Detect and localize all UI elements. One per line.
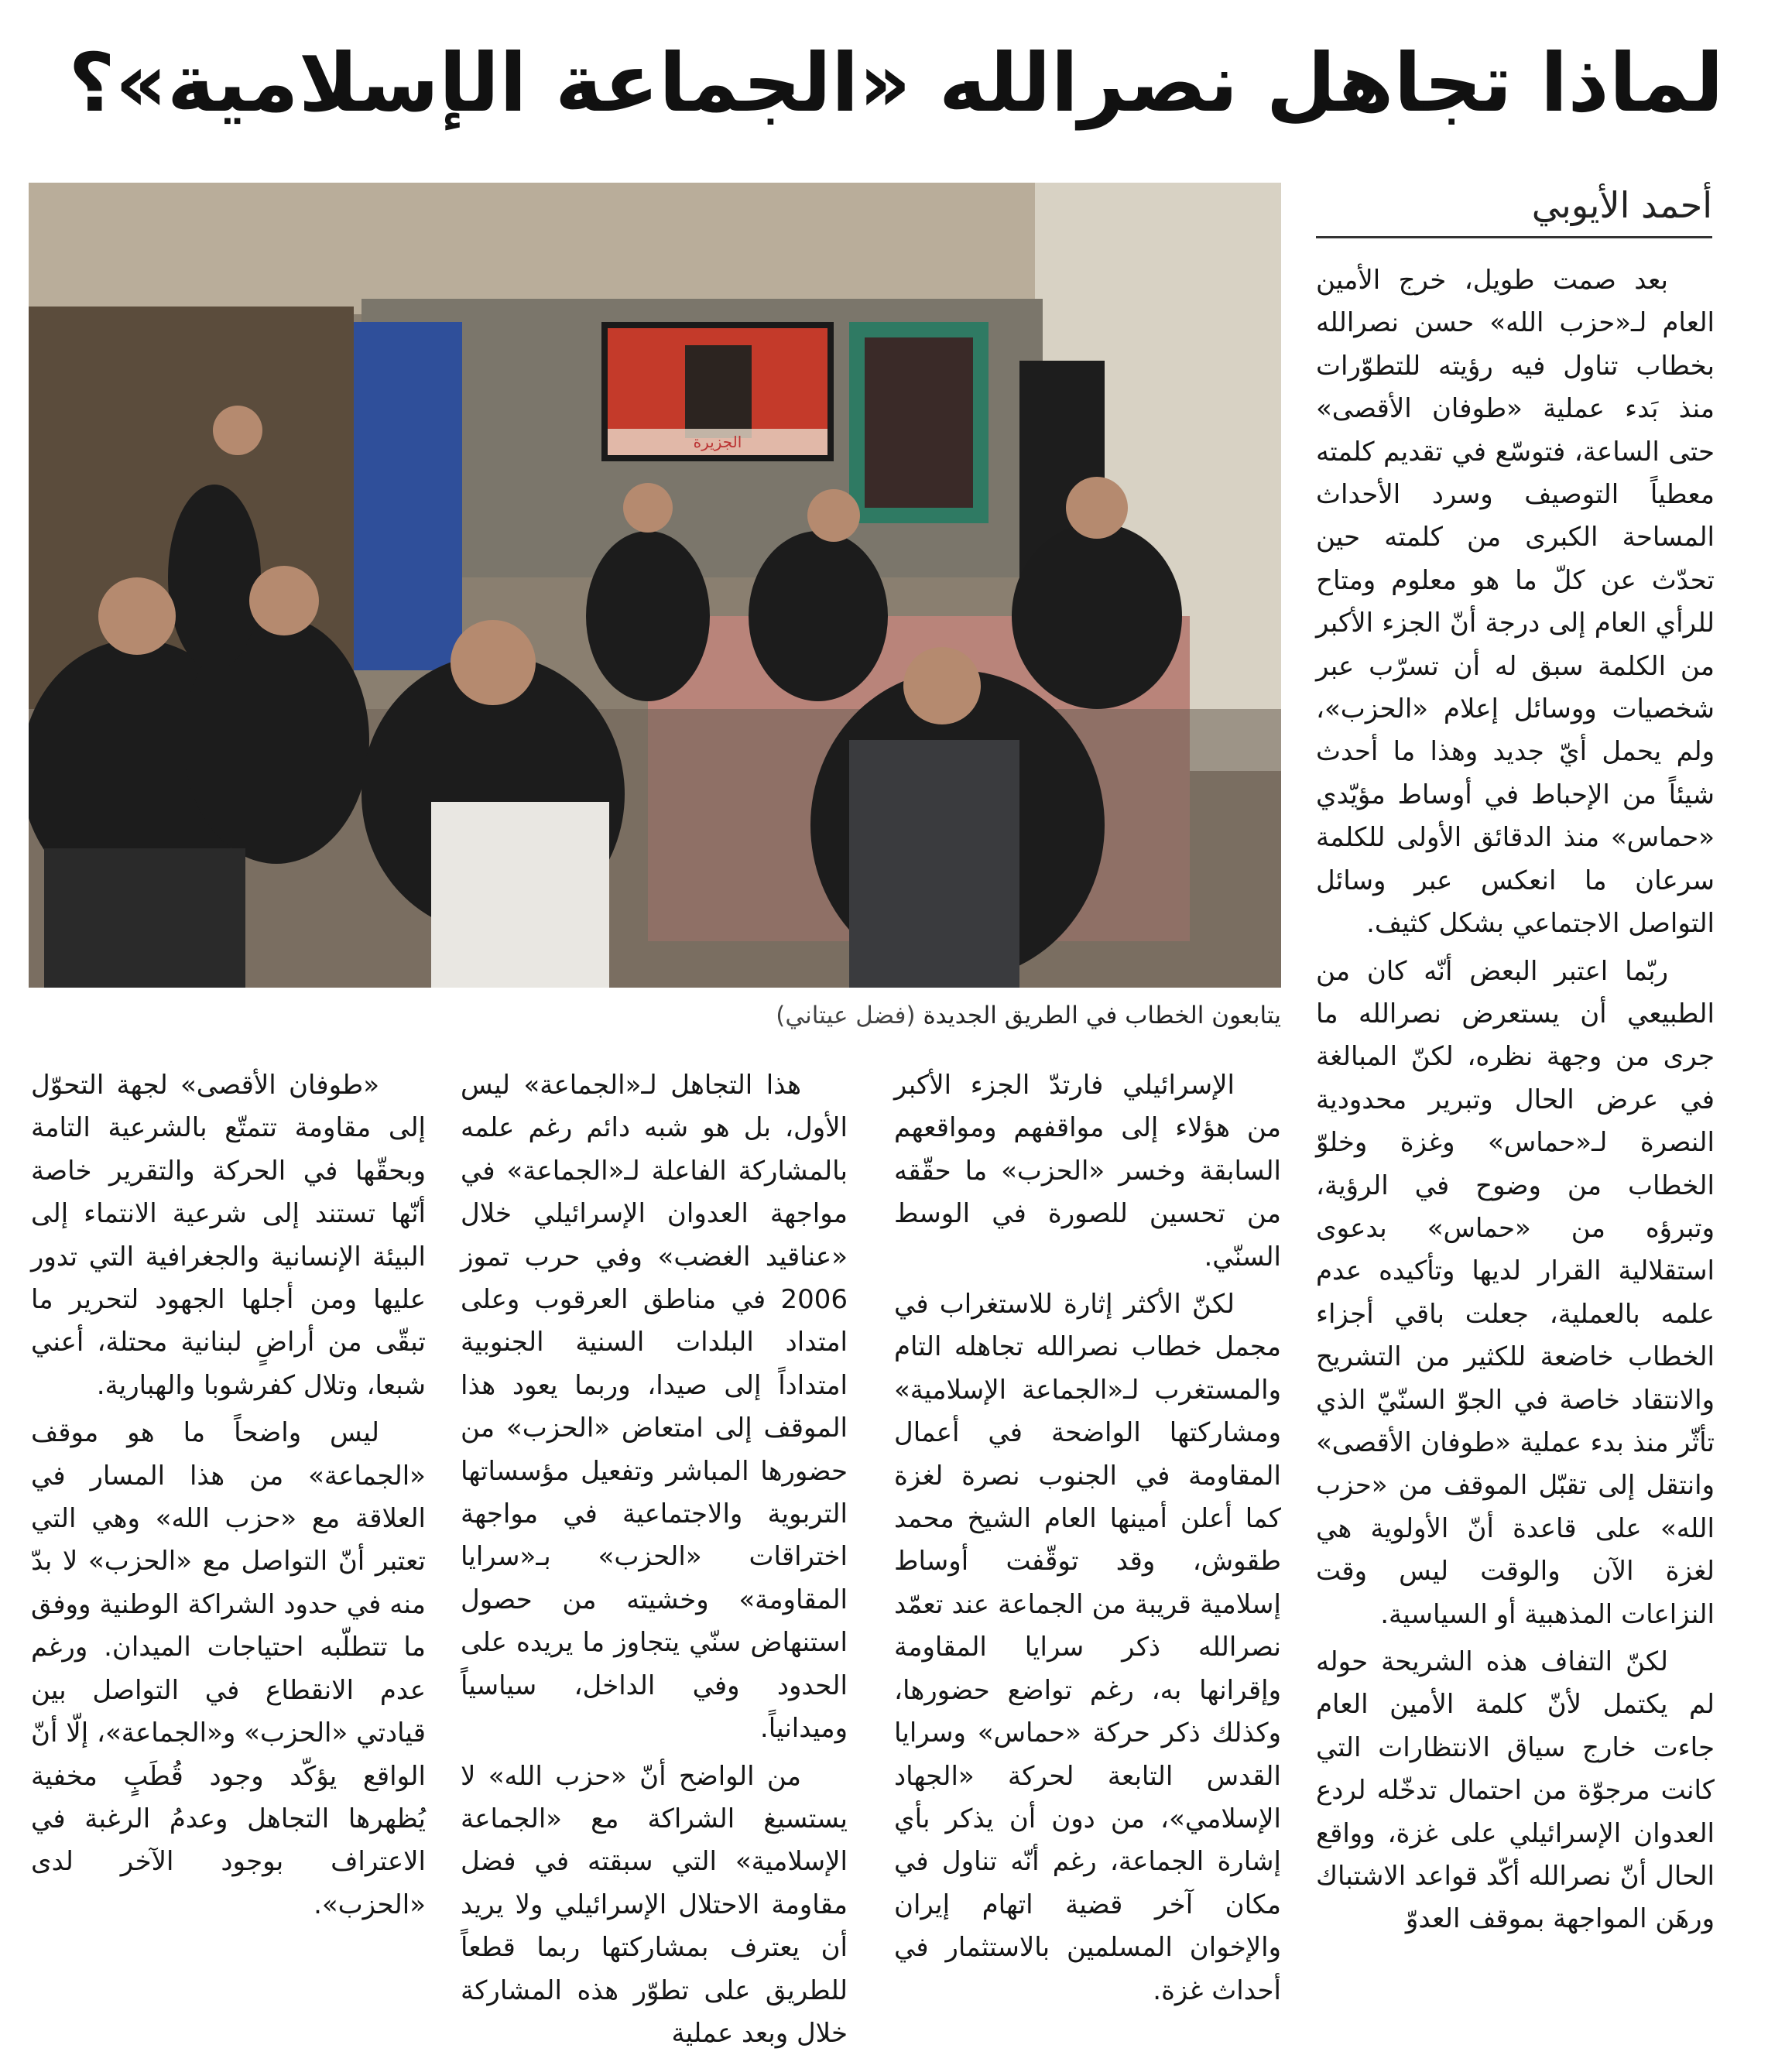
article-column-2 [894,1064,1281,2012]
article-column-3 [461,1064,848,2055]
caption-text: يتابعون الخطاب في الطريق الجديدة [923,1002,1281,1029]
paragraph: الإسرائيلي فارتدّ الجزء الأكبر من هؤلاء إلى مواقفهم ومواقعهم السابقة وخسر «الحزب» ما حقّقه من تحسين للصورة في الوسط السنّي. [894,1064,1281,1279]
headline: لماذا تجاهل نصرالله «الجماعة الإسلامية»؟ [31,15,1761,151]
byline: أحمد الأيوبي [1316,182,1712,238]
paragraph: «طوفان الأقصى» لجهة التحوّل إلى مقاومة تتمتّع بالشرعية التامة وبحقّها في الحركة والتقرير خاصة أنّها تستند إلى شرعية الانتماء إلى البيئة الإنسانية والجغرافية التي تدور عليها ومن أجلها الجهود لتحرير ما تبقّى من أراضٍ لبنانية محتلة، أعني شبعا، وتلال كفرشوبا والهبارية. [31,1064,426,1407]
article-column-4 [31,1064,426,1927]
paragraph: ربّما اعتبر البعض أنّه كان من الطبيعي أن يستعرض نصرالله ما جرى من وجهة نظره، لكنّ المبالغة في عرض الحال وتبرير محدودية النصرة لـ«حماس» وغزة وخلوّ الخطاب من وضوح في الرؤية، وتبرؤه من «حماس» بدعوى استقلالية القرار لديها وتأكيده عدم علمه بالعملية، جعلت باقي أجزاء الخطاب خاضعة للكثير من التشريح والانتقاد خاصة في الجوّ السنّيّ الذي تأثّر منذ بدء عملية «طوفان الأقصى» وانتقل إلى تقبّل الموقف من «حزب الله» على قاعدة أنّ الأولوية هي لغزة الآن والوقت ليس وقت النزاعات المذهبية أو السياسية. [1316,950,1715,1637]
paragraph: ليس واضحاً ما هو موقف «الجماعة» من هذا المسار في العلاقة مع «حزب الله» وهي التي تعتبر أنّ التواصل مع «الحزب» لا بدّ منه في حدود الشراكة الوطنية ووفق ما تتطلّبه احتياجات الميدان. ورغم عدم الانقطاع في التواصل بين قيادتي «الحزب» و«الجماعة»، إلّا أنّ الواقع يؤكّد وجود قُطَبٍ مخفية يُظهرها التجاهل وعدمُ الرغبة في الاعتراف بوجود الآخر لدى «الحزب». [31,1412,426,1927]
paragraph: لكنّ الأكثر إثارة للاستغراب في مجمل خطاب نصرالله تجاهله التام والمستغرب لـ«الجماعة الإسلامية» ومشاركتها الواضحة في أعمال المقاومة في الجنوب نصرة لغزة كما أعلن أمينها العام الشيخ محمد طقوش، وقد توقّفت أوساط إسلامية قريبة من الجماعة عند تعمّد نصرالله ذكر سرايا المقاومة وإقرانها به، رغم تواضع حضورها، وكذلك ذكر حركة «حماس» وسرايا القدس التابعة لحركة «الجهاد الإسلامي»، من دون أن يذكر بأي إشارة الجماعة، رغم أنّه تناول في مكان آخر قضية اتهام إيران والإخوان المسلمين بالاستثمار في أحداث غزة. [894,1283,1281,2012]
tv-screen [601,322,834,461]
paragraph: لكنّ التفاف هذه الشريحة حوله لم يكتمل لأنّ كلمة الأمين العام جاءت خارج سياق الانتظارات التي كانت مرجوّة من احتمال تدخّله لردع العدوان الإسرائيلي على غزة، وواقع الحال أنّ نصرالله أكّد قواعد الاشتباك ورهَن المواجهة بموقف العدوّ [1316,1641,1715,1941]
photo-credit: (فضل عيتاني) [776,1002,915,1029]
paragraph: بعد صمت طويل، خرج الأمين العام لـ«حزب الله» حسن نصرالله بخطاب تناول فيه رؤيته للتطوّرات منذ بَدء عملية «طوفان الأقصى» حتى الساعة، فتوسّع في تقديم كلمته معطياً التوصيف وسرد الأحداث المساحة الكبرى من كلمته حين تحدّث عن كلّ ما هو معلوم ومتاح للرأي العام إلى درجة أنّ الجزء الأكبر من الكلمة سبق له أن تسرّب عبر شخصيات ووسائل إعلام «الحزب»، ولم يحمل أيّ جديد وهذا ما أحدث شيئاً من الإحباط في أوساط مؤيّدي «حماس» منذ الدقائق الأولى للكلمة سرعان ما انعكس عبر وسائل التواصل الاجتماعي بشكل كثيف. [1316,259,1715,946]
article-photo [29,183,1281,988]
tv-channel-label: الجزيرة [694,433,742,451]
paragraph: هذا التجاهل لـ«الجماعة» ليس الأول، بل هو شبه دائم رغم علمه بالمشاركة الفاعلة لـ«الجماعة» في مواجهة العدوان الإسرائيلي خلال «عناقيد الغضب» وفي حرب تموز 2006 في مناطق العرقوب وعلى امتداد البلدات السنية الجنوبية امتداداً إلى صيدا، وربما يعود هذا الموقف إلى امتعاض «الحزب» من حضورها المباشر وتفعيل مؤسساتها التربوية والاجتماعية في مواجهة اختراقات «الحزب» بـ«سرايا المقاومة» وخشيته من حصول استنهاض سنّي يتجاوز ما يريده على الحدود وفي الداخل، سياسياً وميدانياً. [461,1064,848,1751]
photo-caption [735,998,1281,1033]
cafe-scene-illustration [29,183,1281,988]
article-column-1 [1316,259,1715,1941]
paragraph: من الواضح أنّ «حزب الله» لا يستسيغ الشراكة مع «الجماعة الإسلامية» التي سبقته في فضل مقاومة الاحتلال الإسرائيلي ولا يريد أن يعترف بمشاركتها ربما قطعاً للطريق على تطوّر هذه المشاركة خلال وبعد عملية [461,1755,848,2055]
